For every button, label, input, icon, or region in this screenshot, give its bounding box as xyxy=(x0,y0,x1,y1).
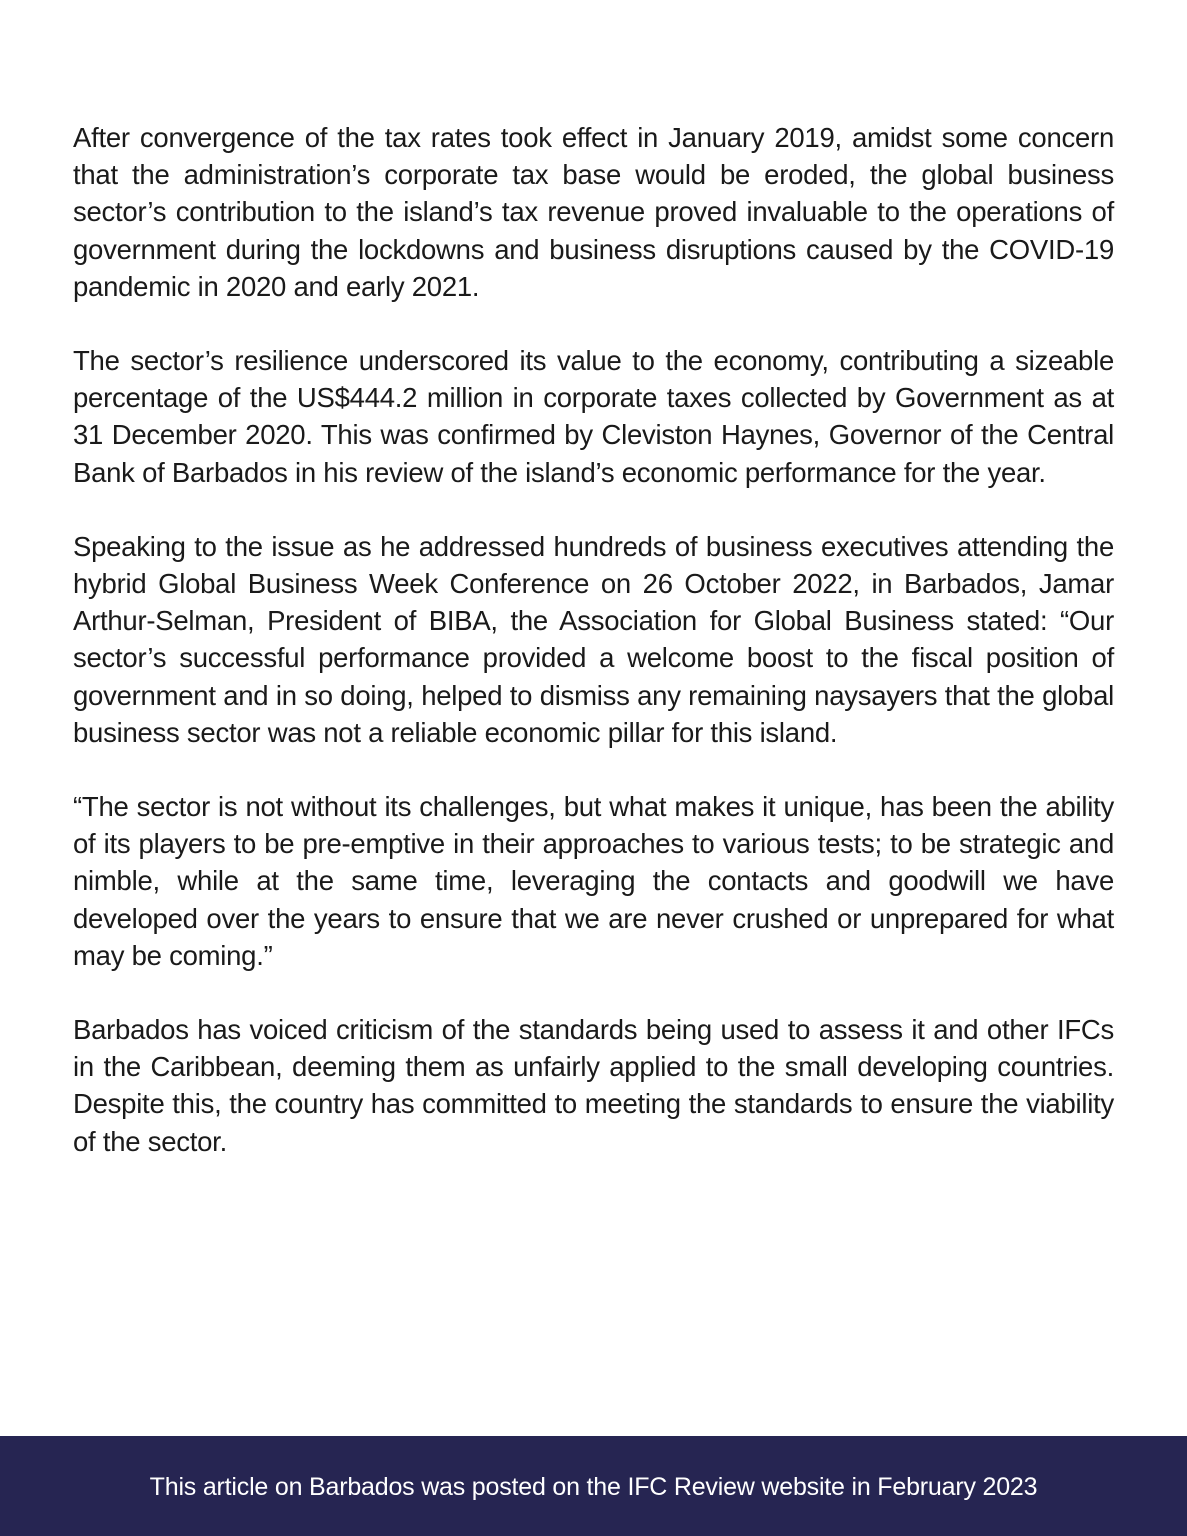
article-paragraph-1: After convergence of the tax rates took effect in January 2019, amidst some concern that the administration’s corporate tax base would be eroded, the global business sector’s contribution to the island’s tax revenue proved invaluable to the operations of government during the lockdowns and business disruptions caused by the COVID-19 pandemic in 2020 and early 2021. xyxy=(73,122,1114,302)
article-paragraph-3: Speaking to the issue as he addressed hundreds of business executives attending the hybrid Global Business Week Conference on 26 October 2022, in Barbados, Jamar Arthur-Selman, President of BIBA, the Association for Global Business stated: “Our sector’s successful performance provided a welcome boost to the fiscal position of government and in so doing, helped to dismiss any remaining naysayers that the global business sector was not a reliable economic pillar for this island. xyxy=(73,530,1114,748)
footer-source-note: This article on Barbados was posted on the IFC Review website in February 2023 xyxy=(149,1472,1038,1501)
footer-banner xyxy=(0,1436,1187,1536)
article-body xyxy=(73,119,1114,1197)
article-paragraph-5: Barbados has voiced criticism of the standards being used to assess it and other IFCs in the Caribbean, deeming them as unfairly applied to the small developing countries. Despite this, the country has committed to meeting the standards to ensure the viability of the sector. xyxy=(73,1014,1114,1157)
article-paragraph-4: “The sector is not without its challenges, but what makes it unique, has been the ability of its players to be pre-emptive in their approaches to various tests; to be strategic and nimble, while at the same time, leveraging the contacts and goodwill we have developed over the years to ensure that we are never crushed or unprepared for what may be coming.” xyxy=(73,791,1114,971)
article-paragraph-2: The sector’s resilience underscored its value to the economy, contributing a sizeable percentage of the US$444.2 million in corporate taxes collected by Government as at 31 December 2020. This was confirmed by Cleviston Haynes, Governor of the Central Bank of Barbados in his review of the island’s economic performance for the year. xyxy=(73,345,1114,488)
